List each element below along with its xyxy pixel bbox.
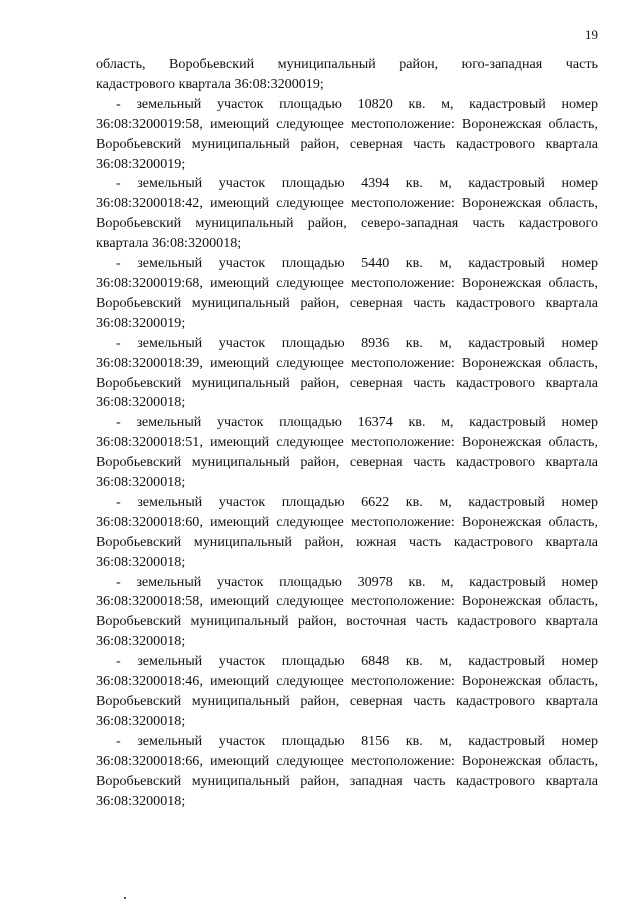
word: Воробьевский xyxy=(169,56,255,72)
list-item: - земельный участок площадью 4394 кв. м, кадастровый номер 36:08:3200018:42, имеющий следующее местоположение: Воронежская область, Воробьевский муниципальный район, северо-западная часть кадастрового квартала 36:08:3200018; xyxy=(96,175,598,252)
list-item: - земельный участок площадью 8156 кв. м, кадастровый номер 36:08:3200018:66, имеющий следующее местоположение: Воронежская область, Воробьевский муниципальный район, западная часть кадастрового квартала 36:08:3200018; xyxy=(96,732,598,809)
list-item: - земельный участок площадью 5440 кв. м, кадастровый номер 36:08:3200019:68, имеющий следующее местоположение: Воронежская область, Воробьевский муниципальный район, северная часть кадастрового квартала 36:08:3200019; xyxy=(96,255,598,331)
list-item: - земельный участок площадью 10820 кв. м, кадастровый номер 36:08:3200019:58, имеющий следующее местоположение: Воронежская область, Воробьевский муниципальный район, северная часть кадастрового квартала 36:08:3200019; xyxy=(96,95,598,172)
continuation-line xyxy=(96,55,598,75)
word: район, xyxy=(399,56,439,72)
word: муниципальный xyxy=(277,56,376,72)
list-item: - земельный участок площадью 6622 кв. м, кадастровый номер 36:08:3200018:60, имеющий следующее местоположение: Воронежская область, Воробьевский муниципальный район, южная часть кадастрового квартала 36:08:3200018; xyxy=(96,493,598,570)
list-item: - земельный участок площадью 16374 кв. м, кадастровый номер 36:08:3200018:51, имеющий следующее местоположение: Воронежская область, Воробьевский муниципальный район, северная часть кадастрового квартала 36:08:3200018; xyxy=(96,414,598,491)
document-body xyxy=(96,55,598,811)
continuation-paragraph: кадастрового квартала 36:08:3200019; xyxy=(96,75,324,92)
scan-speck xyxy=(124,897,126,899)
page-number: 19 xyxy=(585,27,598,42)
word: область, xyxy=(96,56,146,72)
list-item: - земельный участок площадью 6848 кв. м, кадастровый номер 36:08:3200018:46, имеющий следующее местоположение: Воронежская область, Воробьевский муниципальный район, северная часть кадастрового квартала 36:08:3200018; xyxy=(96,653,598,729)
word: часть xyxy=(565,56,598,72)
word: юго-западная xyxy=(461,56,543,72)
list-item: - земельный участок площадью 8936 кв. м, кадастровый номер 36:08:3200018:39, имеющий следующее местоположение: Воронежская область, Воробьевский муниципальный район, северная часть кадастрового квартала 36:08:3200018; xyxy=(96,334,598,411)
list-item: - земельный участок площадью 30978 кв. м, кадастровый номер 36:08:3200018:58, имеющий следующее местоположение: Воронежская область, Воробьевский муниципальный район, восточная часть кадастрового квартала 36:08:3200018; xyxy=(96,573,598,650)
